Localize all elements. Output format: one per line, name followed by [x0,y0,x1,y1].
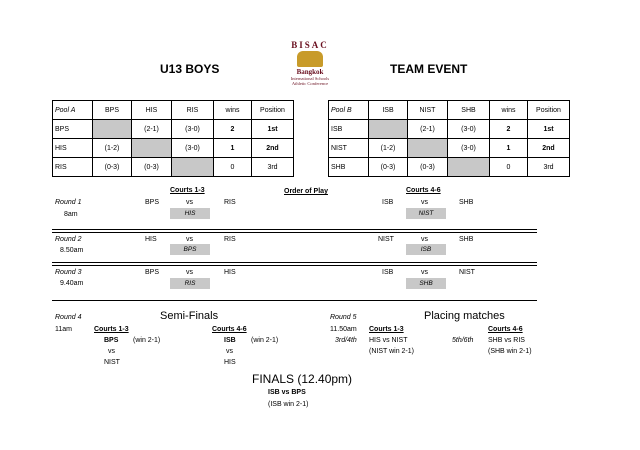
pool-a-table [52,100,294,177]
pool-a-header-cell: RIS [172,101,214,120]
umpire-cell: HIS [170,208,210,219]
vs-label: vs [186,236,193,243]
semi2-result: (win 2-1) [251,337,279,344]
placing2-result: (SHB win 2-1) [488,348,532,355]
match-team: NIST [378,236,394,243]
pool-b-header-cell: SHB [448,101,490,120]
pool-a-wins: 0 [214,158,252,177]
finals-result: (ISB win 2-1) [268,401,309,408]
umpire-cell: SHB [406,278,446,289]
round-time: 11.50am [330,326,357,333]
pool-a-team: HIS [53,139,93,158]
match-team: BPS [145,199,160,206]
courts-4-6-heading: Courts 4-6 [406,187,441,194]
courts-4-6-heading: Courts 4-6 [488,326,523,333]
umpire-cell: ISB [406,244,446,255]
pool-b-score: (1-2) [369,139,408,158]
pool-b-score: (3-0) [448,120,490,139]
pool-a-blank-cell [93,120,132,139]
round-divider [52,229,537,233]
pool-a-score: (3-0) [172,139,214,158]
match-team: NIST [459,269,475,276]
round-divider [52,262,537,266]
match-team: HIS [224,269,236,276]
courts-1-3-heading: Courts 1-3 [369,326,404,333]
match-team: SHB [459,236,474,243]
pool-a-header-cell: Position [252,101,294,120]
round-label: Round 5 [330,314,357,321]
semi-finals-heading: Semi-Finals [160,310,219,322]
pool-b-header-cell: NIST [408,101,448,120]
round-time: 8.50am [60,247,84,254]
pool-a-score: (2-1) [132,120,172,139]
logo-line1: BISAC [291,40,329,50]
semi2-team2: HIS [224,359,236,366]
pool-b-team: ISB [329,120,369,139]
round-label: Round 2 [55,236,82,243]
pool-b-row [329,139,570,158]
pool-a-wins: 1 [214,139,252,158]
pool-a-row [53,158,294,177]
section-divider [52,300,537,301]
pool-b-header-cell: Pool B [329,101,369,120]
pool-b-wins: 1 [490,139,528,158]
pool-a-blank-cell [172,158,214,177]
bisac-logo [282,40,338,86]
pool-b-wins: 0 [490,158,528,177]
semi2-vs: vs [226,348,233,355]
pool-b-header-cell: ISB [369,101,408,120]
semi1-result: (win 2-1) [133,337,161,344]
pool-b-team: NIST [329,139,369,158]
pool-a-team: BPS [53,120,93,139]
placing2-label: 5th/6th [452,337,474,344]
semi1-team1: BPS [104,337,119,344]
logo-line4: Athletic Conference [291,81,329,86]
pool-b-position: 3rd [528,158,570,177]
placing1-match: HIS vs NIST [369,337,408,344]
pool-a-team: RIS [53,158,93,177]
pool-b-blank-cell [369,120,408,139]
left-title: U13 BOYS [160,62,220,76]
vs-label: vs [186,199,193,206]
vs-label: vs [421,236,428,243]
logo-line3: International Schools [290,76,330,81]
logo-emblem-icon [297,51,323,67]
match-team: SHB [459,199,474,206]
logo-line2: Bangkok [296,68,324,76]
pool-b-wins: 2 [490,120,528,139]
pool-b-score: (0-3) [408,158,448,177]
pool-b-row [329,158,570,177]
pool-a-header-cell: BPS [93,101,132,120]
umpire-cell: BPS [170,244,210,255]
order-of-play-heading: Order of Play [284,188,328,195]
pool-b-score: (3-0) [448,139,490,158]
vs-label: vs [186,269,193,276]
match-team: ISB [382,269,394,276]
courts-1-3-heading: Courts 1-3 [94,326,129,333]
placing-matches-heading: Placing matches [424,310,505,322]
pool-a-position: 2nd [252,139,294,158]
umpire-cell: RIS [170,278,210,289]
pool-b-row [329,120,570,139]
match-team: RIS [224,199,236,206]
semi1-team2: NIST [104,359,120,366]
pool-a-row [53,120,294,139]
umpire-cell: NIST [406,208,446,219]
pool-b-score: (0-3) [369,158,408,177]
pool-a-score: (1-2) [93,139,132,158]
round-time: 9.40am [60,280,84,287]
courts-4-6-heading: Courts 4-6 [212,326,247,333]
pool-a-header-cell: wins [214,101,252,120]
pool-a-header-cell: Pool A [53,101,93,120]
finals-match: ISB vs BPS [268,389,306,396]
match-team: BPS [145,269,160,276]
placing2-match: SHB vs RIS [488,337,525,344]
placing1-result: (NIST win 2-1) [369,348,414,355]
pool-b-blank-cell [448,158,490,177]
match-team: ISB [382,199,394,206]
pool-b-team: SHB [329,158,369,177]
semi1-vs: vs [108,348,115,355]
pool-b-position: 1st [528,120,570,139]
match-team: RIS [224,236,236,243]
pool-a-header-row [53,101,294,120]
round-label: Round 3 [55,269,82,276]
pool-b-header-cell: wins [490,101,528,120]
round-label: Round 4 [55,314,82,321]
pool-b-blank-cell [408,139,448,158]
vs-label: vs [421,269,428,276]
pool-b-score: (2-1) [408,120,448,139]
pool-b-position: 2nd [528,139,570,158]
pool-b-header-cell: Position [528,101,570,120]
pool-a-wins: 2 [214,120,252,139]
right-title: TEAM EVENT [390,62,468,76]
round-time: 11am [55,326,72,333]
pool-a-blank-cell [132,139,172,158]
round-time: 8am [64,211,78,218]
match-team: HIS [145,236,157,243]
pool-a-row [53,139,294,158]
pool-b-table [328,100,570,177]
pool-a-position: 3rd [252,158,294,177]
vs-label: vs [421,199,428,206]
pool-b-header-row [329,101,570,120]
courts-1-3-heading: Courts 1-3 [170,187,205,194]
pool-a-score: (3-0) [172,120,214,139]
placing1-label: 3rd/4th [335,337,357,344]
finals-heading: FINALS (12.40pm) [252,372,353,386]
pool-a-header-cell: HIS [132,101,172,120]
semi2-team1: ISB [224,337,236,344]
round-label: Round 1 [55,199,82,206]
pool-a-score: (0-3) [132,158,172,177]
pool-a-position: 1st [252,120,294,139]
pool-a-score: (0-3) [93,158,132,177]
